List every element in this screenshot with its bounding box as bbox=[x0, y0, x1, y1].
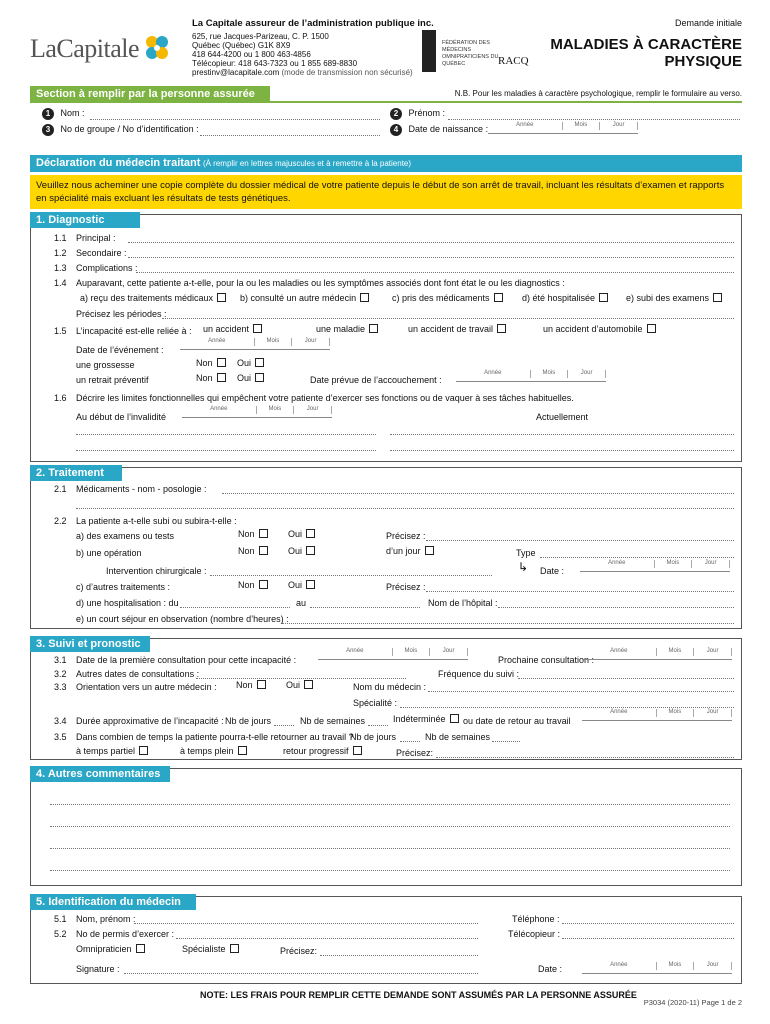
annee-label: Année bbox=[488, 122, 563, 130]
traitement-tab bbox=[30, 465, 122, 481]
nom-input[interactable] bbox=[90, 119, 380, 120]
specialiste-checkbox[interactable] bbox=[230, 944, 239, 953]
orientation-oui bbox=[286, 680, 313, 690]
opt-a-label: a) reçu des traitements médicaux bbox=[80, 293, 214, 303]
n16: 1.6 bbox=[54, 393, 67, 403]
mois-label: Mois bbox=[393, 648, 431, 656]
n12: 1.2 bbox=[54, 248, 67, 258]
id-date-input[interactable] bbox=[582, 962, 732, 974]
num-4: 4 bbox=[390, 124, 402, 136]
num-2: 2 bbox=[390, 108, 402, 120]
combien-label: Dans combien de temps la patiente pourra-t-elle retourner au travail ? bbox=[76, 732, 354, 742]
id-precisez-input[interactable] bbox=[320, 955, 478, 956]
non-label: Non bbox=[196, 373, 213, 383]
accident-label: un accident bbox=[203, 324, 250, 334]
specialiste-opt bbox=[182, 944, 239, 954]
annee-label: Année bbox=[580, 560, 655, 568]
temps-plein-label: à temps plein bbox=[180, 746, 234, 756]
temps-plein-checkbox[interactable] bbox=[238, 746, 247, 755]
signature-input[interactable] bbox=[124, 973, 478, 974]
notice-text: Veuillez nous acheminer une copie complète du dossier médical de votre patiente depuis le début de son arrêt de travail, incluant les résultats d’examen et rapports en spécialité mais excluant les résultats de tests génétiques. bbox=[36, 180, 725, 204]
jour-label: Jour bbox=[292, 338, 330, 346]
date-evenement-label: Date de l’événement : bbox=[76, 345, 164, 355]
phone: 418 644-4200 ou 1 800 463-4856 bbox=[192, 50, 311, 59]
operation-oui-checkbox[interactable] bbox=[306, 546, 315, 555]
notice-box bbox=[30, 175, 742, 209]
non-label: Non bbox=[238, 546, 255, 556]
declaration-title: Déclaration du médecin traitant bbox=[36, 157, 201, 169]
specialiste-label: Spécialiste bbox=[182, 944, 226, 954]
commentaires-tab-label: 4. Autres commentaires bbox=[36, 768, 161, 780]
temps-partiel-checkbox[interactable] bbox=[139, 746, 148, 755]
naissance-label: Date de naissance : bbox=[408, 124, 489, 134]
nom-hopital-label: Nom de l’hôpital : bbox=[428, 598, 498, 608]
principal-label: Principal : bbox=[76, 233, 116, 243]
grossesse-oui-checkbox[interactable] bbox=[255, 358, 264, 367]
medicaments-input2[interactable] bbox=[76, 508, 734, 509]
limites-debut-line2[interactable] bbox=[76, 450, 376, 451]
groupe-label: No de groupe / No d’identification : bbox=[60, 124, 199, 134]
footer-code bbox=[644, 998, 742, 1007]
email-note: (mode de transmission non sécurisé) bbox=[281, 68, 413, 77]
auparavant-label: Auparavant, cette patiente a-t-elle, pour la ou les maladies ou les symptômes associés dont font état le ou les diagnostics : bbox=[76, 278, 565, 288]
annee-label: Année bbox=[318, 648, 393, 656]
medicaments-label: Médicaments - nom - posologie : bbox=[76, 484, 207, 494]
accident-travail-checkbox[interactable] bbox=[497, 324, 506, 333]
grossesse-non-checkbox[interactable] bbox=[217, 358, 226, 367]
annee-label: Année bbox=[582, 648, 657, 656]
signature-label: Signature : bbox=[76, 964, 120, 974]
operation-label: b) une opération bbox=[76, 548, 142, 558]
secondaire-input[interactable] bbox=[128, 257, 734, 258]
frequence-label: Fréquence du suivi : bbox=[438, 669, 520, 679]
examens-precisez-input[interactable] bbox=[426, 540, 734, 541]
n35: 3.5 bbox=[54, 732, 67, 742]
opt-a bbox=[80, 293, 226, 303]
company-name: La Capitale assureur de l’administration publique inc. bbox=[192, 18, 434, 29]
premiere-date-input[interactable] bbox=[318, 648, 468, 660]
mois-label: Mois bbox=[255, 338, 293, 346]
debut-date-input[interactable] bbox=[182, 406, 332, 418]
field-groupe bbox=[42, 124, 199, 136]
identification-tab-label: 5. Identification du médecin bbox=[36, 896, 181, 908]
opt-d bbox=[522, 293, 608, 303]
oui-label: Oui bbox=[286, 680, 301, 690]
jour-label: Jour bbox=[694, 648, 732, 656]
omni-label: Omnipraticien bbox=[76, 944, 132, 954]
evenement-date-input[interactable] bbox=[180, 338, 330, 350]
operation-non-checkbox[interactable] bbox=[259, 546, 268, 555]
retour-date-input[interactable] bbox=[582, 709, 732, 721]
suivi-tab-label: 3. Suivi et pronostic bbox=[36, 638, 141, 650]
court-sejour-input[interactable] bbox=[282, 623, 734, 624]
operation-non bbox=[238, 546, 268, 556]
accouchement-date-input[interactable] bbox=[456, 370, 606, 382]
autres-oui-checkbox[interactable] bbox=[306, 580, 315, 589]
mois-label: Mois bbox=[257, 406, 295, 414]
progressif-checkbox[interactable] bbox=[353, 746, 362, 755]
n51: 5.1 bbox=[54, 914, 67, 924]
examens-non bbox=[238, 529, 268, 539]
orientation-non bbox=[236, 680, 266, 690]
logo-text: LaCapitale bbox=[30, 34, 140, 63]
retrait-non bbox=[196, 373, 226, 383]
non-label: Non bbox=[236, 680, 253, 690]
accident-auto-label: un accident d’automobile bbox=[543, 324, 643, 334]
field-nom bbox=[42, 108, 85, 120]
opt-a-checkbox[interactable] bbox=[217, 293, 226, 302]
jour-label: Jour bbox=[694, 962, 732, 970]
opt-b-checkbox[interactable] bbox=[360, 293, 369, 302]
n32: 3.2 bbox=[54, 669, 67, 679]
operation-date-input[interactable] bbox=[580, 560, 730, 572]
autres-oui bbox=[288, 580, 315, 590]
telephone-input[interactable] bbox=[562, 923, 734, 924]
temps-plein-opt bbox=[180, 746, 247, 756]
hospitalisation-au-input[interactable] bbox=[310, 607, 420, 608]
telecopieur-label: Télécopieur : bbox=[508, 929, 561, 939]
num-3: 3 bbox=[42, 124, 54, 136]
annee-label: Année bbox=[180, 338, 255, 346]
declaration-header bbox=[30, 155, 742, 172]
jour-un-checkbox[interactable] bbox=[425, 546, 434, 555]
indeterminee-label: Indéterminée bbox=[393, 714, 446, 724]
mois-label: Mois bbox=[657, 648, 695, 656]
limites-actuel-line1[interactable] bbox=[390, 434, 734, 435]
logo bbox=[30, 33, 172, 64]
reliee-label: L’incapacité est-elle reliée à : bbox=[76, 326, 192, 336]
nb-semaines-label: Nb de semaines bbox=[300, 716, 366, 726]
n34: 3.4 bbox=[54, 716, 67, 726]
suivi-precisez-input[interactable] bbox=[436, 757, 734, 758]
nom-label: Nom : bbox=[60, 108, 85, 118]
hospitalisation-du-input[interactable] bbox=[180, 607, 290, 608]
omni-opt bbox=[76, 944, 145, 954]
telephone-label: Téléphone : bbox=[512, 914, 560, 924]
type-arrow-icon: ↳ bbox=[518, 560, 529, 574]
jour-un-opt bbox=[386, 546, 434, 556]
specialite-input[interactable] bbox=[400, 707, 734, 708]
maladie-label: une maladie bbox=[316, 324, 366, 334]
autres-non-checkbox[interactable] bbox=[259, 580, 268, 589]
complications-label: Complications : bbox=[76, 263, 138, 273]
form-code: P3034 (2020-11) bbox=[643, 998, 700, 1007]
declaration-note: (À remplir en lettres majuscules et à remettre à la patiente) bbox=[202, 159, 412, 168]
retour-label: ou date de retour au travail bbox=[463, 716, 571, 726]
opt-c-label: c) pris des médicaments bbox=[392, 293, 490, 303]
form-title-line1: MALADIES À CARACTÈRE bbox=[550, 36, 742, 53]
limites-actuel-line2[interactable] bbox=[390, 450, 734, 451]
premiere-label: Date de la première consultation pour cette incapacité : bbox=[76, 655, 297, 665]
id-precisez-label: Précisez: bbox=[280, 946, 318, 956]
identification-tab bbox=[30, 894, 196, 910]
non-label: Non bbox=[238, 580, 255, 590]
oui-label: Oui bbox=[288, 529, 303, 539]
assure-bar bbox=[30, 101, 742, 103]
frequence-input[interactable] bbox=[518, 678, 734, 679]
nb-jours-input[interactable] bbox=[274, 725, 294, 726]
jour-label: Jour bbox=[568, 370, 606, 378]
chirurgicale-input[interactable] bbox=[210, 575, 492, 576]
footer-note: NOTE: LES FRAIS POUR REMPLIR CETTE DEMANDE SONT ASSUMÉS PAR LA PERSONNE ASSURÉE bbox=[200, 990, 637, 1000]
temps-partiel-label: à temps partiel bbox=[76, 746, 136, 756]
maladie-checkbox[interactable] bbox=[369, 324, 378, 333]
fax: Télécopieur: 418 643-7323 ou 1 855 689-8830 bbox=[192, 59, 358, 68]
n21: 2.1 bbox=[54, 484, 67, 494]
non-label: Non bbox=[238, 529, 255, 539]
annee-label: Année bbox=[582, 962, 657, 970]
autres-label: c) d’autres traitements : bbox=[76, 582, 171, 592]
annee-label: Année bbox=[456, 370, 531, 378]
non-label: Non bbox=[196, 358, 213, 368]
progressif-opt bbox=[283, 746, 362, 756]
principal-input[interactable] bbox=[128, 242, 734, 243]
mois-label: Mois bbox=[657, 709, 695, 717]
jour-label: Jour bbox=[692, 560, 730, 568]
n35-nb-semaines-input[interactable] bbox=[492, 741, 520, 742]
commentaires-section bbox=[30, 768, 742, 886]
opt-d-label: d) été hospitalisée bbox=[522, 293, 596, 303]
address-line2: Québec (Québec) G1K 8X9 bbox=[192, 41, 291, 50]
indeterminee-opt bbox=[393, 714, 459, 724]
periodes-label: Précisez les périodes : bbox=[76, 309, 167, 319]
jour-un-label: d’un jour bbox=[386, 546, 421, 556]
progressif-label: retour progressif bbox=[283, 746, 349, 756]
permis-input[interactable] bbox=[176, 938, 478, 939]
oui-label: Oui bbox=[237, 373, 252, 383]
nom-hopital-input[interactable] bbox=[498, 607, 734, 608]
num-1: 1 bbox=[42, 108, 54, 120]
nb-note: N.B. Pour les maladies à caractère psychologique, remplir le formulaire au verso. bbox=[454, 89, 742, 98]
opt-c bbox=[392, 293, 503, 303]
permis-label: No de permis d’exercer : bbox=[76, 929, 175, 939]
autres-dates-label: Autres dates de consultations : bbox=[76, 669, 200, 679]
accident-travail-label: un accident de travail bbox=[408, 324, 494, 334]
grossesse-non bbox=[196, 358, 226, 368]
suivi-precisez-label: Précisez: bbox=[396, 748, 434, 758]
omni-checkbox[interactable] bbox=[136, 944, 145, 953]
subi-label: La patiente a-t-elle subi ou subira-t-elle : bbox=[76, 516, 237, 526]
nom-medecin-label: Nom du médecin : bbox=[353, 682, 427, 692]
email: prestinv@lacapitale.com bbox=[192, 68, 280, 77]
prochaine-label: Prochaine consultation : bbox=[498, 655, 595, 665]
orientation-label: Orientation vers un autre médecin : bbox=[76, 682, 217, 692]
id-nom-input[interactable] bbox=[134, 923, 478, 924]
retrait-label: un retrait préventif bbox=[76, 375, 149, 385]
debut-label: Au début de l’invalidité bbox=[76, 412, 167, 422]
examens-label: a) des examens ou tests bbox=[76, 531, 175, 541]
field-naissance bbox=[390, 124, 488, 136]
jour-label: Jour bbox=[600, 122, 638, 130]
commentaires-line2[interactable] bbox=[50, 826, 730, 827]
naissance-date-input[interactable] bbox=[488, 122, 638, 134]
chirurgicale-label: Intervention chirurgicale : bbox=[106, 566, 207, 576]
autres-dates-input[interactable] bbox=[196, 678, 406, 679]
n35-nb-semaines-label: Nb de semaines bbox=[425, 732, 491, 742]
prenom-label: Prénom : bbox=[408, 108, 446, 118]
commentaires-line3[interactable] bbox=[50, 848, 730, 849]
opt-b bbox=[240, 293, 369, 303]
limites-debut-line1[interactable] bbox=[76, 434, 376, 435]
duree-label: Durée approximative de l’incapacité : bbox=[76, 716, 224, 726]
assure-tab-label: Section à remplir par la personne assurée bbox=[36, 88, 255, 100]
n15: 1.5 bbox=[54, 326, 67, 336]
assure-tab bbox=[30, 86, 270, 102]
hospitalisation-label: d) une hospitalisation : du bbox=[76, 598, 179, 608]
demande-label: Demande initiale bbox=[674, 18, 742, 28]
suivi-tab bbox=[30, 636, 150, 652]
autres-non bbox=[238, 580, 268, 590]
jour-label: Jour bbox=[694, 709, 732, 717]
telecopieur-input[interactable] bbox=[562, 938, 734, 939]
retrait-oui-checkbox[interactable] bbox=[255, 373, 264, 382]
type-input[interactable] bbox=[540, 557, 734, 558]
autres-precisez: Précisez : bbox=[386, 582, 426, 592]
annee-label: Année bbox=[182, 406, 257, 414]
address-line1: 625, rue Jacques-Parizeau, C. P. 1500 bbox=[192, 32, 329, 41]
specialite-label: Spécialité : bbox=[353, 698, 398, 708]
examens-oui bbox=[288, 529, 315, 539]
mois-label: Mois bbox=[563, 122, 601, 130]
opt-b-label: b) consulté un autre médecin bbox=[240, 293, 357, 303]
diagnostic-tab bbox=[30, 212, 140, 228]
traitement-tab-label: 2. Traitement bbox=[36, 467, 104, 479]
secondaire-label: Secondaire : bbox=[76, 248, 127, 258]
opt-e bbox=[626, 293, 722, 303]
accouchement-label: Date prévue de l’accouchement : bbox=[310, 375, 442, 385]
actuellement-label: Actuellement bbox=[536, 412, 589, 422]
mois-label: Mois bbox=[655, 560, 693, 568]
commentaires-tab bbox=[30, 766, 170, 782]
diagnostic-tab-label: 1. Diagnostic bbox=[36, 214, 105, 226]
opt-d-checkbox[interactable] bbox=[599, 293, 608, 302]
n31: 3.1 bbox=[54, 655, 67, 665]
commentaires-line4[interactable] bbox=[50, 870, 730, 871]
diagnostic-section bbox=[30, 214, 742, 462]
accident-travail-opt bbox=[408, 324, 506, 334]
examens-precisez: Précisez : bbox=[386, 531, 426, 541]
retrait-oui bbox=[237, 373, 264, 383]
n22: 2.2 bbox=[54, 516, 67, 526]
nb-semaines-input[interactable] bbox=[368, 725, 388, 726]
opt-e-label: e) subi des examens bbox=[626, 293, 710, 303]
email-line bbox=[192, 68, 413, 77]
accident-auto-checkbox[interactable] bbox=[647, 324, 656, 333]
mois-label: Mois bbox=[531, 370, 569, 378]
medicaments-input1[interactable] bbox=[222, 493, 734, 494]
limites-label: Décrire les limites fonctionnelles qui empêchent votre patiente d’exercer ses fonctions ou de vaquer à ses tâches habituelles. bbox=[76, 393, 574, 403]
id-date-label: Date : bbox=[538, 964, 563, 974]
form-title-line2: PHYSIQUE bbox=[664, 53, 742, 70]
jour-label: Jour bbox=[430, 648, 468, 656]
periodes-input[interactable] bbox=[162, 318, 734, 319]
operation-oui bbox=[288, 546, 315, 556]
prochaine-date-input[interactable] bbox=[582, 648, 732, 660]
nom-medecin-input[interactable] bbox=[428, 691, 734, 692]
examens-oui-checkbox[interactable] bbox=[306, 529, 315, 538]
fmoq-text: FÉDÉRATION DES MÉDECINS OMNIPRATICIENS DU QUÉBEC bbox=[442, 40, 499, 67]
opt-e-checkbox[interactable] bbox=[713, 293, 722, 302]
racq-logo: RACQ bbox=[498, 55, 529, 67]
retrait-non-checkbox[interactable] bbox=[217, 373, 226, 382]
id-nom-label: Nom, prénom : bbox=[76, 914, 136, 924]
grossesse-oui bbox=[237, 358, 264, 368]
n14: 1.4 bbox=[54, 278, 67, 288]
autres-precisez-input[interactable] bbox=[426, 591, 734, 592]
accident-checkbox[interactable] bbox=[253, 324, 262, 333]
n13: 1.3 bbox=[54, 263, 67, 273]
fmoq-logo bbox=[422, 30, 436, 72]
accident-opt bbox=[203, 324, 262, 334]
maladie-opt bbox=[316, 324, 378, 334]
nb-jours-label: Nb de jours bbox=[225, 716, 272, 726]
groupe-input[interactable] bbox=[200, 135, 380, 136]
au-label: au bbox=[296, 598, 307, 608]
oui-label: Oui bbox=[237, 358, 252, 368]
prenom-input[interactable] bbox=[448, 119, 740, 120]
n35-nb-jours-label: Nb de jours bbox=[350, 732, 397, 742]
temps-partiel-opt bbox=[76, 746, 148, 756]
indeterminee-checkbox[interactable] bbox=[450, 714, 459, 723]
n35-nb-jours-input[interactable] bbox=[400, 741, 420, 742]
mois-label: Mois bbox=[657, 962, 695, 970]
court-sejour-label: e) un court séjour en observation (nombre d’heures) : bbox=[76, 614, 289, 624]
grossesse-label: une grossesse bbox=[76, 360, 135, 370]
complications-input[interactable] bbox=[136, 272, 734, 273]
jour-label: Jour bbox=[294, 406, 332, 414]
type-date-label: Date : bbox=[540, 566, 565, 576]
orientation-non-checkbox[interactable] bbox=[257, 680, 266, 689]
n33: 3.3 bbox=[54, 682, 67, 692]
n52: 5.2 bbox=[54, 929, 67, 939]
n11: 1.1 bbox=[54, 233, 67, 243]
opt-c-checkbox[interactable] bbox=[494, 293, 503, 302]
orientation-oui-checkbox[interactable] bbox=[304, 680, 313, 689]
oui-label: Oui bbox=[288, 546, 303, 556]
type-label: Type bbox=[516, 548, 536, 558]
oui-label: Oui bbox=[288, 580, 303, 590]
examens-non-checkbox[interactable] bbox=[259, 529, 268, 538]
annee-label: Année bbox=[582, 709, 657, 717]
page-number: Page 1 de 2 bbox=[701, 998, 742, 1007]
accident-auto-opt bbox=[543, 324, 656, 334]
commentaires-line1[interactable] bbox=[50, 804, 730, 805]
logo-flower-icon bbox=[142, 33, 172, 63]
field-prenom bbox=[390, 108, 445, 120]
